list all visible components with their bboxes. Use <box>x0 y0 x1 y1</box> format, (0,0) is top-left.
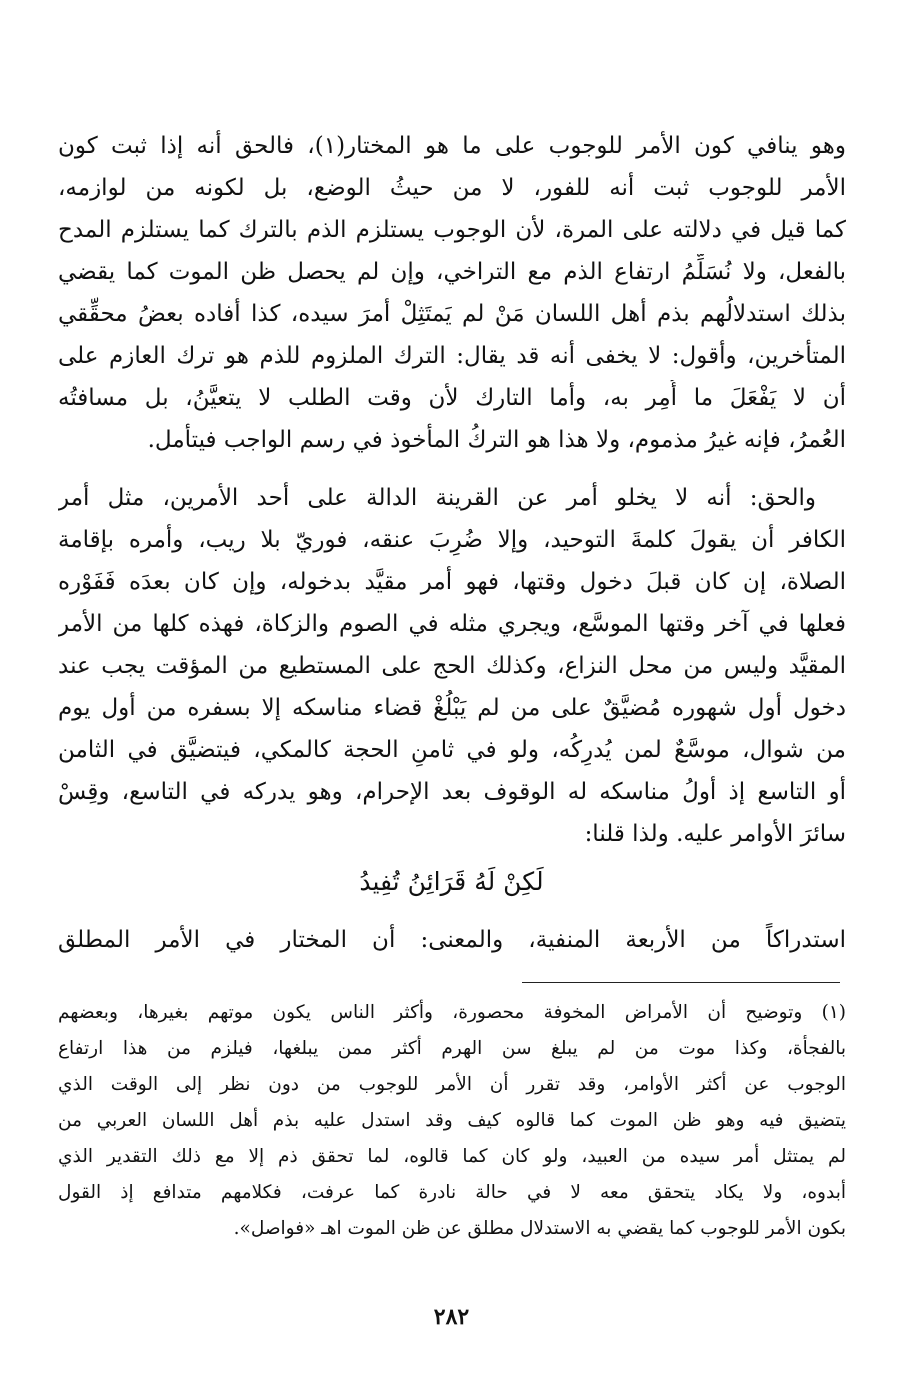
body-line: بالفعل، ولا نُسَلِّمُ ارتفاع الذم مع التراخي، وإن لم يحصل ظن الموت كما يقضي <box>58 259 846 285</box>
page-number: ٢٨٢ <box>433 1304 470 1330</box>
body-line: فعلها في آخر وقتها الموسَّع، ويجري مثله في الصوم والزكاة، فهذه كلها من الأمر <box>58 611 846 637</box>
footnote-line: الوجوب عن أكثر الأوامر، وقد تقرر أن الأمر للوجوب من دون نظر إلى الوقت الذي <box>58 1074 846 1095</box>
footnote-line: بالفجأة، وكذا موت من لم يبلغ سن الهرم أكثر ممن يبلغها، فيلزم من هذا ارتفاع <box>58 1038 846 1059</box>
body-line: استدراكاً من الأربعة المنفية، والمعنى: أن المختار في الأمر المطلق <box>58 927 846 953</box>
body-line: والحق: أنه لا يخلو أمر عن القرينة الدالة على أحد الأمرين، مثل أمر <box>58 485 816 511</box>
body-line: أن لا يَفْعَلَ ما أُمِر به، وأما التارك لأن وقت الطلب لا يتعيَّنُ، بل مسافتُه <box>58 385 846 411</box>
body-line: سائرَ الأوامر عليه. ولذا قلنا: <box>584 821 846 847</box>
body-line: الكافر أن يقولَ كلمةَ التوحيد، وإلا ضُرِبَ عنقه، فوريّ بلا ريب، وأمره بإقامة <box>58 527 846 553</box>
body-line: بذلك استدلالُهم بذم أهل اللسان مَنْ لم يَمتَثِلْ أمرَ سيده، كذا أفاده بعضُ محقِّقي <box>58 301 846 327</box>
footnote-line: (١) وتوضيح أن الأمراض المخوفة محصورة، وأكثر الناس يكون موتهم بغيرها، وبعضهم <box>58 1002 846 1023</box>
body-line: المقيَّد وليس من محل النزاع، وكذلك الحج على المستطيع من المؤقت يجب عند <box>58 653 846 679</box>
verse-line: لَكِنْ لَهُ قَرَائِنُ تُفِيدُ <box>359 867 544 896</box>
body-line: الصلاة، إن كان قبلَ دخول وقتها، فهو أمر مقيَّد بدخوله، وإن كان بعدَه فَفَوْره <box>58 569 846 595</box>
body-line: المتأخرين، وأقول: لا يخفى أنه قد يقال: الترك الملزوم للذم هو ترك العازم على <box>58 343 846 369</box>
footnote-line: أبدوه، ولا يكاد يتحقق معه لا في حالة نادرة كما عرفت، فكلامهم متدافع إذ القول <box>58 1182 846 1203</box>
footnote-divider <box>522 982 840 983</box>
body-line: وهو ينافي كون الأمر للوجوب على ما هو المختار(١)، فالحق أنه إذا ثبت كون <box>58 133 846 159</box>
body-line: من شوال، موسَّعٌ لمن يُدرِكُه، ولو في ثامنِ الحجة كالمكي، فيتضيَّق في الثامن <box>58 737 846 763</box>
footnote-line: بكون الأمر للوجوب كما يقضي به الاستدلال مطلق عن ظن الموت اهـ «فواصل». <box>233 1218 846 1239</box>
footnote-line: يتضيق فيه وهو ظن الموت كما قالوه كيف وقد استدل عليه بذم أهل اللسان العربي من <box>58 1110 846 1131</box>
footnote-line: لم يمتثل أمر سيده من العبيد، ولو كان كما قالوه، لما تحقق ذم إلا مع ذلك التقدير الذي <box>58 1146 846 1167</box>
body-line: دخول أول شهوره مُضيَّقٌ على من لم يَبْلُغْ قضاء مناسكه إلا بسفره من أول يوم <box>58 695 846 721</box>
body-line: كما قيل في دلالته على المرة، لأن الوجوب يستلزم الذم بالترك كما يستلزم المدح <box>58 217 846 243</box>
body-line: العُمرُ، فإنه غيرُ مذموم، ولا هذا هو التركُ المأخوذ في رسم الواجب فيتأمل. <box>147 427 846 453</box>
body-line: أو التاسع إذ أولُ مناسكه له الوقوف بعد الإحرام، وهو يدركه في التاسع، وقِسْ <box>58 779 846 805</box>
body-line: الأمر للوجوب ثبت أنه للفور، لا من حيثُ الوضع، بل لكونه من لوازمه، <box>58 175 846 201</box>
